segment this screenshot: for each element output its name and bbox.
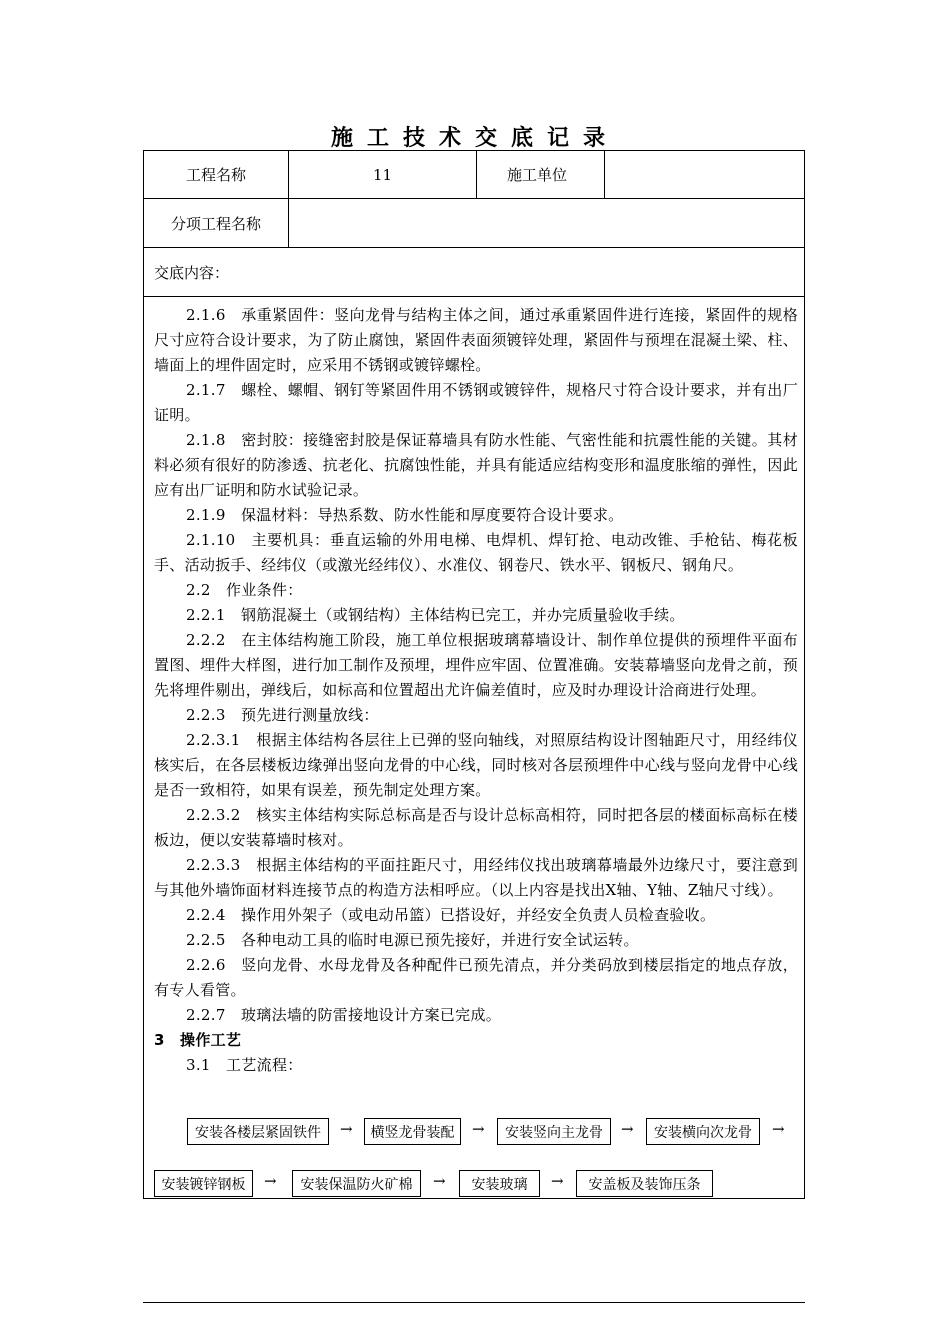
paragraph: 2.2 作业条件： <box>186 581 303 599</box>
sub-project-value <box>288 199 804 247</box>
paragraph: 2.1.9 保温材料：导热系数、防水性能和厚度要符合设计要求。 <box>186 506 624 524</box>
paragraph: 2.2.5 各种电动工具的临时电源已预先接好，并进行安全试运转。 <box>186 931 639 949</box>
flow-step: 安装横向次龙骨 <box>646 1118 760 1145</box>
construction-unit-label: 施工单位 <box>476 151 604 198</box>
sub-project-label: 分项工程名称 <box>170 214 261 233</box>
project-name-value: 11 <box>288 151 476 198</box>
flow-step: 安盖板及装饰压条 <box>576 1170 713 1197</box>
flow-step: 安装保温防火矿棉 <box>292 1170 421 1197</box>
flow-arrow: → <box>264 1172 277 1190</box>
flow-step: 安装镀锌钢板 <box>154 1170 253 1197</box>
page-title: 施工技术交底记录 <box>330 126 619 151</box>
content-body <box>154 303 798 1078</box>
paragraph: 2.1.10 主要机具：垂直运输的外用电梯、电焊机、焊钉抢、电动改锥、手枪钻、梅花板手、活动扳手、经纬仪（或激光经纬仪）、水准仪、钢卷尺、铁水平、钢板尺、钢角尺。 <box>154 531 798 574</box>
footer-divider <box>143 1302 805 1303</box>
content-label-row <box>144 248 804 297</box>
flow-arrow: → <box>472 1120 485 1138</box>
flow-step: 横竖龙骨装配 <box>364 1118 461 1145</box>
flow-step: 安装竖向主龙骨 <box>497 1118 611 1145</box>
paragraph: 2.2.4 操作用外架子（或电动吊篮）已搭设好，并经安全负责人员检查验收。 <box>186 906 716 924</box>
construction-unit-value <box>604 151 804 198</box>
flow-step: 安装玻璃 <box>459 1170 540 1197</box>
paragraph: 2.2.2 在主体结构施工阶段，施工单位根据玻璃幕墙设计、制作单位提供的预埋件平面布置图、埋件大样图，进行加工制作及预埋，埋件应牢固、位置准确。安装幕墙竖向龙骨之前，预先将埋件剔出，弹线后，如标高和位置超出尤许偏差值时，应及时办理设计洽商进行处理。 <box>154 631 798 699</box>
paragraph: 2.2.7 玻璃法墙的防雷接地设计方案已完成。 <box>186 1006 502 1024</box>
section-heading: 3 操作工艺 <box>154 1031 242 1049</box>
paragraph: 2.1.6 承重紧固件：竖向龙骨与结构主体之间，通过承重紧固件进行连接，紧固件的规格尺寸应符合设计要求，为了防止腐蚀，紧固件表面须镀锌处理，紧固件与预埋在混凝土梁、柱、墙面上的埋件固定时，应采用不锈钢或镀锌螺栓。 <box>154 306 798 374</box>
header-row-project <box>144 151 804 199</box>
paragraph: 2.1.7 螺栓、螺帽、钢钉等紧固件用不锈钢或镀锌件，规格尺寸符合设计要求，并有出厂证明。 <box>154 381 798 424</box>
header-row-subproject <box>144 199 804 248</box>
project-name-label: 工程名称 <box>185 166 246 184</box>
flow-arrow: → <box>551 1172 564 1190</box>
paragraph: 2.2.3.1 根据主体结构各层往上已弹的竖向轴线，对照原结构设计图轴距尺寸，用经纬仪核实后，在各层楼板边缘弹出竖向龙骨的中心线，同时核对各层预埋件中心线与竖向龙骨中心线是否一致相符，如果有误差，预先制定处理方案。 <box>154 731 798 799</box>
flow-arrow: → <box>772 1120 785 1138</box>
content-label: 交底内容： <box>154 263 230 282</box>
section-subheading: 3.1 工艺流程： <box>186 1056 303 1074</box>
flow-arrow: → <box>621 1120 634 1138</box>
paragraph: 2.2.3.2 核实主体结构实际总标高是否与设计总标高相符，同时把各层的楼面标高标在楼板边，便以安装幕墙时核对。 <box>154 806 798 849</box>
flow-arrow: → <box>433 1172 446 1190</box>
paragraph: 2.2.1 钢筋混凝土（或钢结构）主体结构已完工，并办完质量验收手续。 <box>186 606 685 624</box>
flow-arrow: → <box>340 1120 353 1138</box>
record-table <box>143 150 805 1199</box>
paragraph: 2.1.8 密封胶：接缝密封胶是保证幕墙具有防水性能、气密性能和抗震性能的关键。其材料必须有很好的防渗透、抗老化、抗腐蚀性能，并具有能适应结构变形和温度胀缩的弹性，因此应有出厂证明和防水试验记录。 <box>154 431 798 499</box>
paragraph: 2.2.6 竖向龙骨、水母龙骨及各种配件已预先清点，并分类码放到楼层指定的地点存放，有专人看管。 <box>154 956 798 999</box>
paragraph: 2.2.3 预先进行测量放线： <box>186 706 379 724</box>
flow-step: 安装各楼层紧固铁件 <box>187 1118 329 1145</box>
paragraph: 2.2.3.3 根据主体结构的平面拄距尺寸，用经纬仪找出玻璃幕墙最外边缘尺寸，要注意到与其他外墙饰面材料连接节点的构造方法相呼应。（以上内容是找出X轴、Y轴、Z轴尺寸线）。 <box>154 856 798 899</box>
